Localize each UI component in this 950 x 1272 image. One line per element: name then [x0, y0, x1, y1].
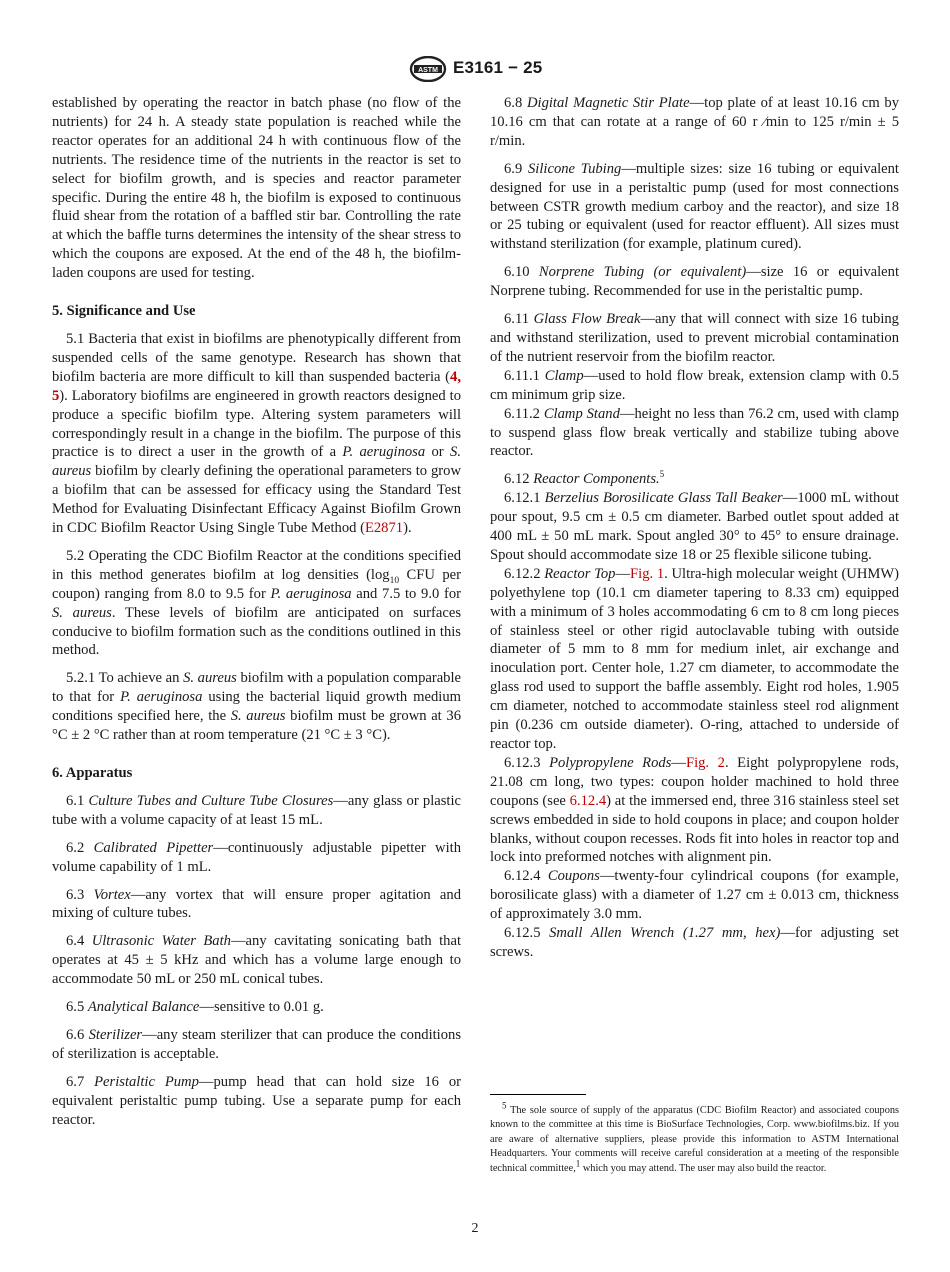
section-5-heading: 5. Significance and Use [52, 303, 196, 320]
paragraph-5-1: 5.1 Bacteria that exist in biofilms are phenotypically different from suspended cells of the same genotype. Research has shown that biofilm bacteria are more difficult to kill than suspended bacteria (4, 5). Laboratory biofilms are engineered in growth reactors designed to produce a specific biofilm type. Altering system parameters will correspondingly result in a change in the biofilm. The purpose of this practice is to direct a user in the growth of a P. aeruginosa or S. aureus biofilm by clearly defining the operational parameters to grow a biofilm that can be assessed for efficacy using the Standard Test Method for Evaluating Disinfectant Efficacy Against Biofilm Grown in CDC Biofilm Reactor Using Single Tube Method (E2871). [52, 330, 461, 537]
fig-1-link[interactable]: Fig. 1 [630, 565, 665, 582]
paragraph-6-9: 6.9 Silicone Tubing—multiple sizes: size 16 tubing or equivalent designed for use in a peristaltic pump (used for most connections between CSTR growth medium carboy and the reactor), and size 18 or 25 tubing or equivalent (used for reactor effluent). All sizes must withstand sterilization (for example, platinum cured). [490, 160, 899, 253]
astm-logo-icon [409, 56, 447, 82]
paragraph-6-7: 6.7 Peristaltic Pump—pump head that can hold size 16 or equivalent peristaltic pump tubing. Use a separate pump for each reactor. [52, 1073, 461, 1128]
page-number: 2 [471, 1221, 479, 1236]
paragraph-6-12-1: 6.12.1 Berzelius Borosilicate Glass Tall Beaker—1000 mL without pour spout, 9.5 cm ± 0.5 cm diameter. Barbed outlet spout added at 400 mL ± 50 mL mark. Spout angled 30° to 45° to ensure drainage. Spout should accommodate size 18 or 25 flexible silicone tubing. [490, 490, 899, 563]
svg-text:ASTM: ASTM [418, 67, 438, 74]
paragraph-6-11: 6.11 Glass Flow Break—any that will connect with size 16 tubing and withstand sterilization, used to prevent microbial contamination of the nutrient reservoir from the biofilm reactor. [490, 311, 899, 365]
paragraph-5-2-1: 5.2.1 To achieve an S. aureus biofilm with a population comparable to that for P. aeruginosa using the bacterial liquid growth medium conditions specified here, the S. aureus biofilm must be grown at 36 °C ± 2 °C rather than at room temperature (21 °C ± 3 °C). [52, 670, 462, 744]
intro-paragraph: established by operating the reactor in batch phase (no flow of the nutrients) for 24 h. A steady state population is reached while the reactor operates for an additional 24 h with continuous flow of the nutrients. The residence time of the nutrients in the reactor is set to select for biofilm growth, and is species and reactor parameter specific. During the entire 48 h, the biofilm is exposed to continuous fluid shear from the rotation of a baffled stir bar. Controlling the rate at which the baffle turns determines the intensity of the shear stress to which the coupons are exposed. At the end of the 48 h, the biofilm-laden coupons are used for testing. [52, 95, 461, 282]
right-column [490, 94, 899, 962]
footnote: $^5$ The sole source of supply of the apparatus (CDC Biofilm Reactor) and associated coupons known to the committee at this time is BioSurface Technologies, Corp. www.biofilms.biz. If you are aware of alternative suppliers, please provide this information to ASTM International Headquarters. Your comments will receive careful consideration at a meeting of the responsible technical committee,$^1$ which you may attend. The user may also build the reactor. [490, 1100, 899, 1174]
paragraph-6-10: 6.10 Norprene Tubing (or equivalent)—size 16 or equivalent Norprene tubing. Recommended for use in the peristaltic pump. [490, 264, 900, 300]
paragraph-6-3: 6.3 Vortex—any vortex that will ensure proper agitation and mixing of culture tubes. [52, 886, 462, 922]
paragraph-6-12: 6.12 Reactor Components.$^5$ [504, 469, 665, 488]
document-id: E3161 − 25 [453, 58, 543, 77]
paragraph-5-2: 5.2 Operating the CDC Biofilm Reactor at the conditions specified in this method generates biofilm at log densities ($\log_{10}$ CFU per coupon) ranging from 8.0 to 9.5 for P. aeruginosa and 7.5 to 9.0 for S. aureus. These levels of biofilm are anticipated on surfaces conducive to biofilm formation such as the conditions outlined in this method. [52, 547, 461, 659]
paragraph-6-2: 6.2 Calibrated Pipetter—continuously adjustable pipetter with volume capability of 1 mL. [52, 839, 462, 875]
footnote-divider [490, 1094, 586, 1095]
e2871-link[interactable]: E2871 [364, 520, 404, 537]
fig-2-link[interactable]: Fig. 2 [685, 754, 725, 771]
paragraph-6-12-3: 6.12.3 Polypropylene Rods—Fig. 2. Eight polypropylene rods, 21.08 cm long, two types: coupon holder machined to hold three coupons (see 6.12.4) at the immersed end, three 316 stainless steel set screws embedded in side to hold coupons in place; and coupon holder blanks, without coupon recesses. Rods fit into holes in reactor top and lock into preformed notches with alignment pin. [490, 754, 899, 866]
paragraph-6-1: 6.1 Culture Tubes and Culture Tube Closures—any glass or plastic tube with a volume capacity of at least 15 mL. [52, 792, 461, 828]
reference-link[interactable]: 4, 5 [52, 368, 461, 404]
paragraph-6-12-2: 6.12.2 Reactor Top—Fig. 1. Ultra-high molecular weight (UHMW) polyethylene top (10.1 cm diameter tapering to 8.33 cm) equipped with a minimum of 3 holes accommodating 6 cm to 8 cm long pieces of stainless steel or other rigid autoclavable tubing with outside diameter of 5 mm to 8 mm for medium inlet, air exchange and inoculation port. Center hole, 1.27 cm diameter, to accommodate the glass rod used to support the baffle assembly. Eight rod holes, 1.905 cm diameter, notched to accommodate stainless steel rod alignment pin (0.236 cm outside diameter). O-ring, attached to underside of reactor top. [490, 565, 899, 752]
paragraph-6-6: 6.6 Sterilizer—any steam sterilizer that can produce the conditions of sterilization is acceptable. [52, 1026, 462, 1062]
paragraph-6-5: 6.5 Analytical Balance—sensitive to 0.01 g. [66, 999, 324, 1016]
left-column [52, 94, 461, 1130]
paragraph-6-11-2: 6.11.2 Clamp Stand—height no less than 76.2 cm, used with clamp to suspend glass flow break vertically and stabilize tubing above reactor. [490, 405, 899, 460]
page-header [0, 56, 950, 82]
paragraph-6-12-4: 6.12.4 Coupons—twenty-four cylindrical coupons (for example, borosilicate glass) with a diameter of 1.27 cm ± 0.013 cm, thickness of approximately 3.0 mm. [490, 868, 899, 923]
paragraph-6-12-5: 6.12.5 Small Allen Wrench (1.27 mm, hex)—for adjusting set screws. [490, 925, 899, 960]
paragraph-6-8: 6.8 Digital Magnetic Stir Plate—top plate of at least 10.16 cm by 10.16 cm that can rotate at a range of 60 r ⁄min to 125 r/min ± 5 r/min. [490, 95, 899, 149]
section-6-12-4-link[interactable]: 6.12.4 [569, 792, 607, 809]
section-6-heading: 6. Apparatus [52, 765, 133, 781]
footnote-marker: 5 [659, 469, 665, 480]
paragraph-6-11-1: 6.11.1 Clamp—used to hold flow break, extension clamp with 0.5 cm minimum grip size. [490, 367, 899, 403]
paragraph-6-4: 6.4 Ultrasonic Water Bath—any cavitating sonicating bath that operates at 45 ± 5 kHz and which has a volume large enough to accommodate 50 mL or 250 mL conical tubes. [52, 933, 461, 988]
